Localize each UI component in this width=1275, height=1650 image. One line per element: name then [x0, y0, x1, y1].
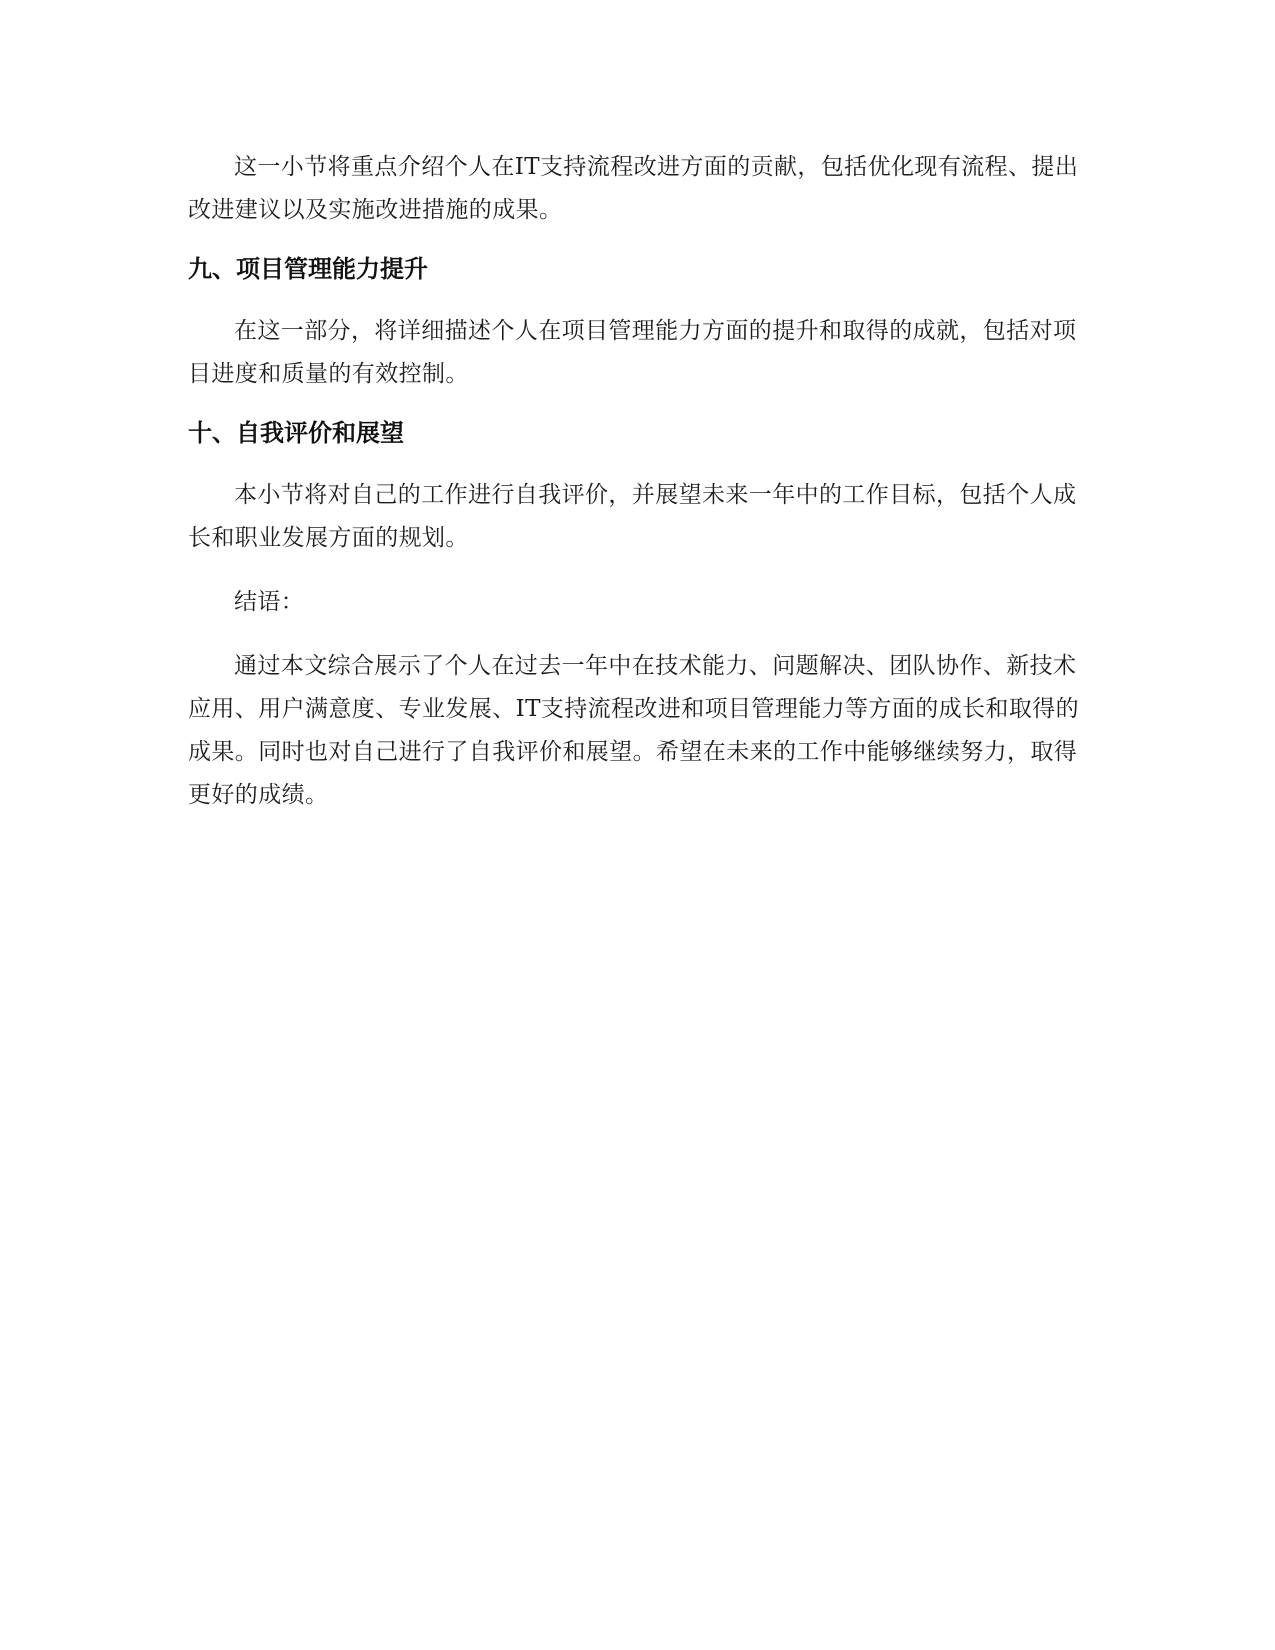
section-heading-project-management: 九、项目管理能力提升: [188, 255, 428, 283]
paragraph-project-management: 在这一部分，将详细描述个人在项目管理能力方面的提升和取得的成就，包括对项目进度和质量的有效控制。: [188, 318, 1077, 387]
section-heading-self-evaluation: 十、自我评价和展望: [188, 419, 404, 447]
paragraph-self-evaluation: 本小节将对自己的工作进行自我评价，并展望未来一年中的工作目标，包括个人成长和职业发展方面的规划。: [188, 482, 1077, 551]
document-body: [188, 146, 1088, 817]
conclusion-label: 结语：: [234, 589, 305, 615]
paragraph-conclusion: 通过本文综合展示了个人在过去一年中在技术能力、问题解决、团队协作、新技术应用、用户满意度、专业发展、IT支持流程改进和项目管理能力等方面的成长和取得的成果。同时也对自己进行了自我评价和展望。希望在未来的工作中能够继续努力，取得更好的成绩。: [188, 653, 1080, 808]
paragraph-it-support-process: 这一小节将重点介绍个人在IT支持流程改进方面的贡献，包括优化现有流程、提出改进建议以及实施改进措施的成果。: [188, 154, 1079, 223]
